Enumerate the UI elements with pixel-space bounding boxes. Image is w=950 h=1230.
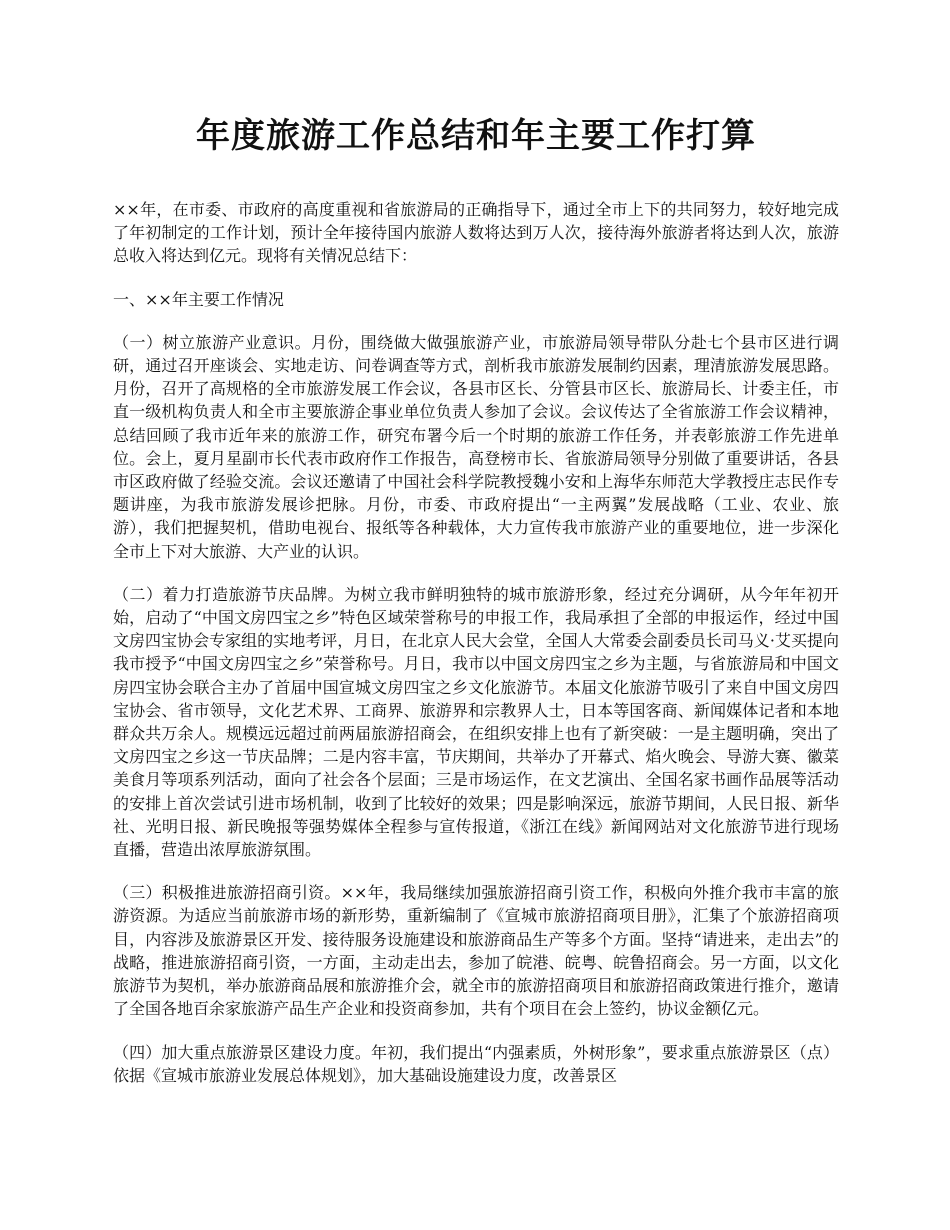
paragraph-1: （一）树立旅游产业意识。月份，围绕做大做强旅游产业，市旅游局领导带队分赴七个县市区进行调研，通过召开座谈会、实地走访、问卷调查等方式，剖析我市旅游发展制约因素，理清旅游发展思路。月份，召开了高规格的全市旅游发展工作会议，各县市区长、分管县市区长、旅游局长、计委主任，市直一级机构负责人和全市主要旅游企事业单位负责人参加了会议。会议传达了全省旅游工作会议精神，总结回顾了我市近年来的旅游工作，研究布署今后一个时期的旅游工作任务，并表彰旅游工作先进单位。会上，夏月星副市长代表市政府作工作报告，高登榜市长、省旅游局领导分别做了重要讲话，各县市区政府做了经验交流。会议还邀请了中国社会科学院教授魏小安和上海华东师范大学教授庄志民作专题讲座，为我市旅游发展诊把脉。月份，市委、市政府提出“一主两翼”发展战略（工业、农业、旅游），我们把握契机，借助电视台、报纸等各种载体，大力宣传我市旅游产业的重要地位，进一步深化全市上下对大旅游、大产业的认识。: [113, 332, 839, 561]
paragraph-2: （二）着力打造旅游节庆品牌。为树立我市鲜明独特的城市旅游形象，经过充分调研，从今年年初开始，启动了“中国文房四宝之乡”特色区域荣誉称号的申报工作，我局承担了全部的申报运作，经过中国文房四宝协会专家组的实地考评，月日，在北京人民大会堂，全国人大常委会副委员长司马义·艾买提向我市授予“中国文房四宝之乡”荣誉称号。月日，我市以中国文房四宝之乡为主题，与省旅游局和中国文房四宝协会联合主办了首届中国宣城文房四宝之乡文化旅游节。本届文化旅游节吸引了来自中国文房四宝协会、省市领导，文化艺术界、工商界、旅游界和宗教界人士，日本等国客商、新闻媒体记者和本地群众共万余人。规模远远超过前两届旅游招商会，在组织安排上也有了新突破：一是主题明确，突出了文房四宝之乡这一节庆品牌；二是内容丰富，节庆期间，共举办了开幕式、焰火晚会、导游大赛、徽菜美食月等项系列活动，面向了社会各个层面；三是市场运作，在文艺演出、全国名家书画作品展等活动的安排上首次尝试引进市场机制，收到了比较好的效果；四是影响深远，旅游节期间，人民日报、新华社、光明日报、新民晚报等强势媒体全程参与宣传报道，《浙江在线》新闻网站对文化旅游节进行现场直播，营造出浓厚旅游氛围。: [113, 584, 839, 860]
document-title: 年度旅游工作总结和年主要工作打算: [196, 116, 756, 156]
paragraph-4: （四）加大重点旅游景区建设力度。年初，我们提出“内强素质，外树形象”，要求重点旅游景区（点）依据《宣城市旅游业发展总体规划》，加大基础设施建设力度，改善景区: [113, 1042, 839, 1085]
section-heading: 一、××年主要工作情况: [113, 289, 284, 309]
intro-paragraph: ××年，在市委、市政府的高度重视和省旅游局的正确指导下，通过全市上下的共同努力，较好地完成了年初制定的工作计划，预计全年接待国内旅游人数将达到万人次，接待海外旅游者将达到人次，旅游总收入将达到亿元。现将有关情况总结下：: [113, 200, 839, 266]
paragraph-3: （三）积极推进旅游招商引资。××年，我局继续加强旅游招商引资工作，积极向外推介我市丰富的旅游资源。为适应当前旅游市场的新形势，重新编制了《宣城市旅游招商项目册》，汇集了个旅游招商项目，内容涉及旅游景区开发、接待服务设施建设和旅游商品生产等多个方面。坚持“请进来，走出去”的战略，推进旅游招商引资，一方面，主动走出去，参加了皖港、皖粤、皖鲁招商会。另一方面，以文化旅游节为契机，举办旅游商品展和旅游推介会，就全市的旅游招商项目和旅游招商政策进行推介，邀请了全国各地百余家旅游产品生产企业和投资商参加，共有个项目在会上签约，协议金额亿元。: [113, 883, 839, 1019]
document-page: [113, 108, 839, 1107]
